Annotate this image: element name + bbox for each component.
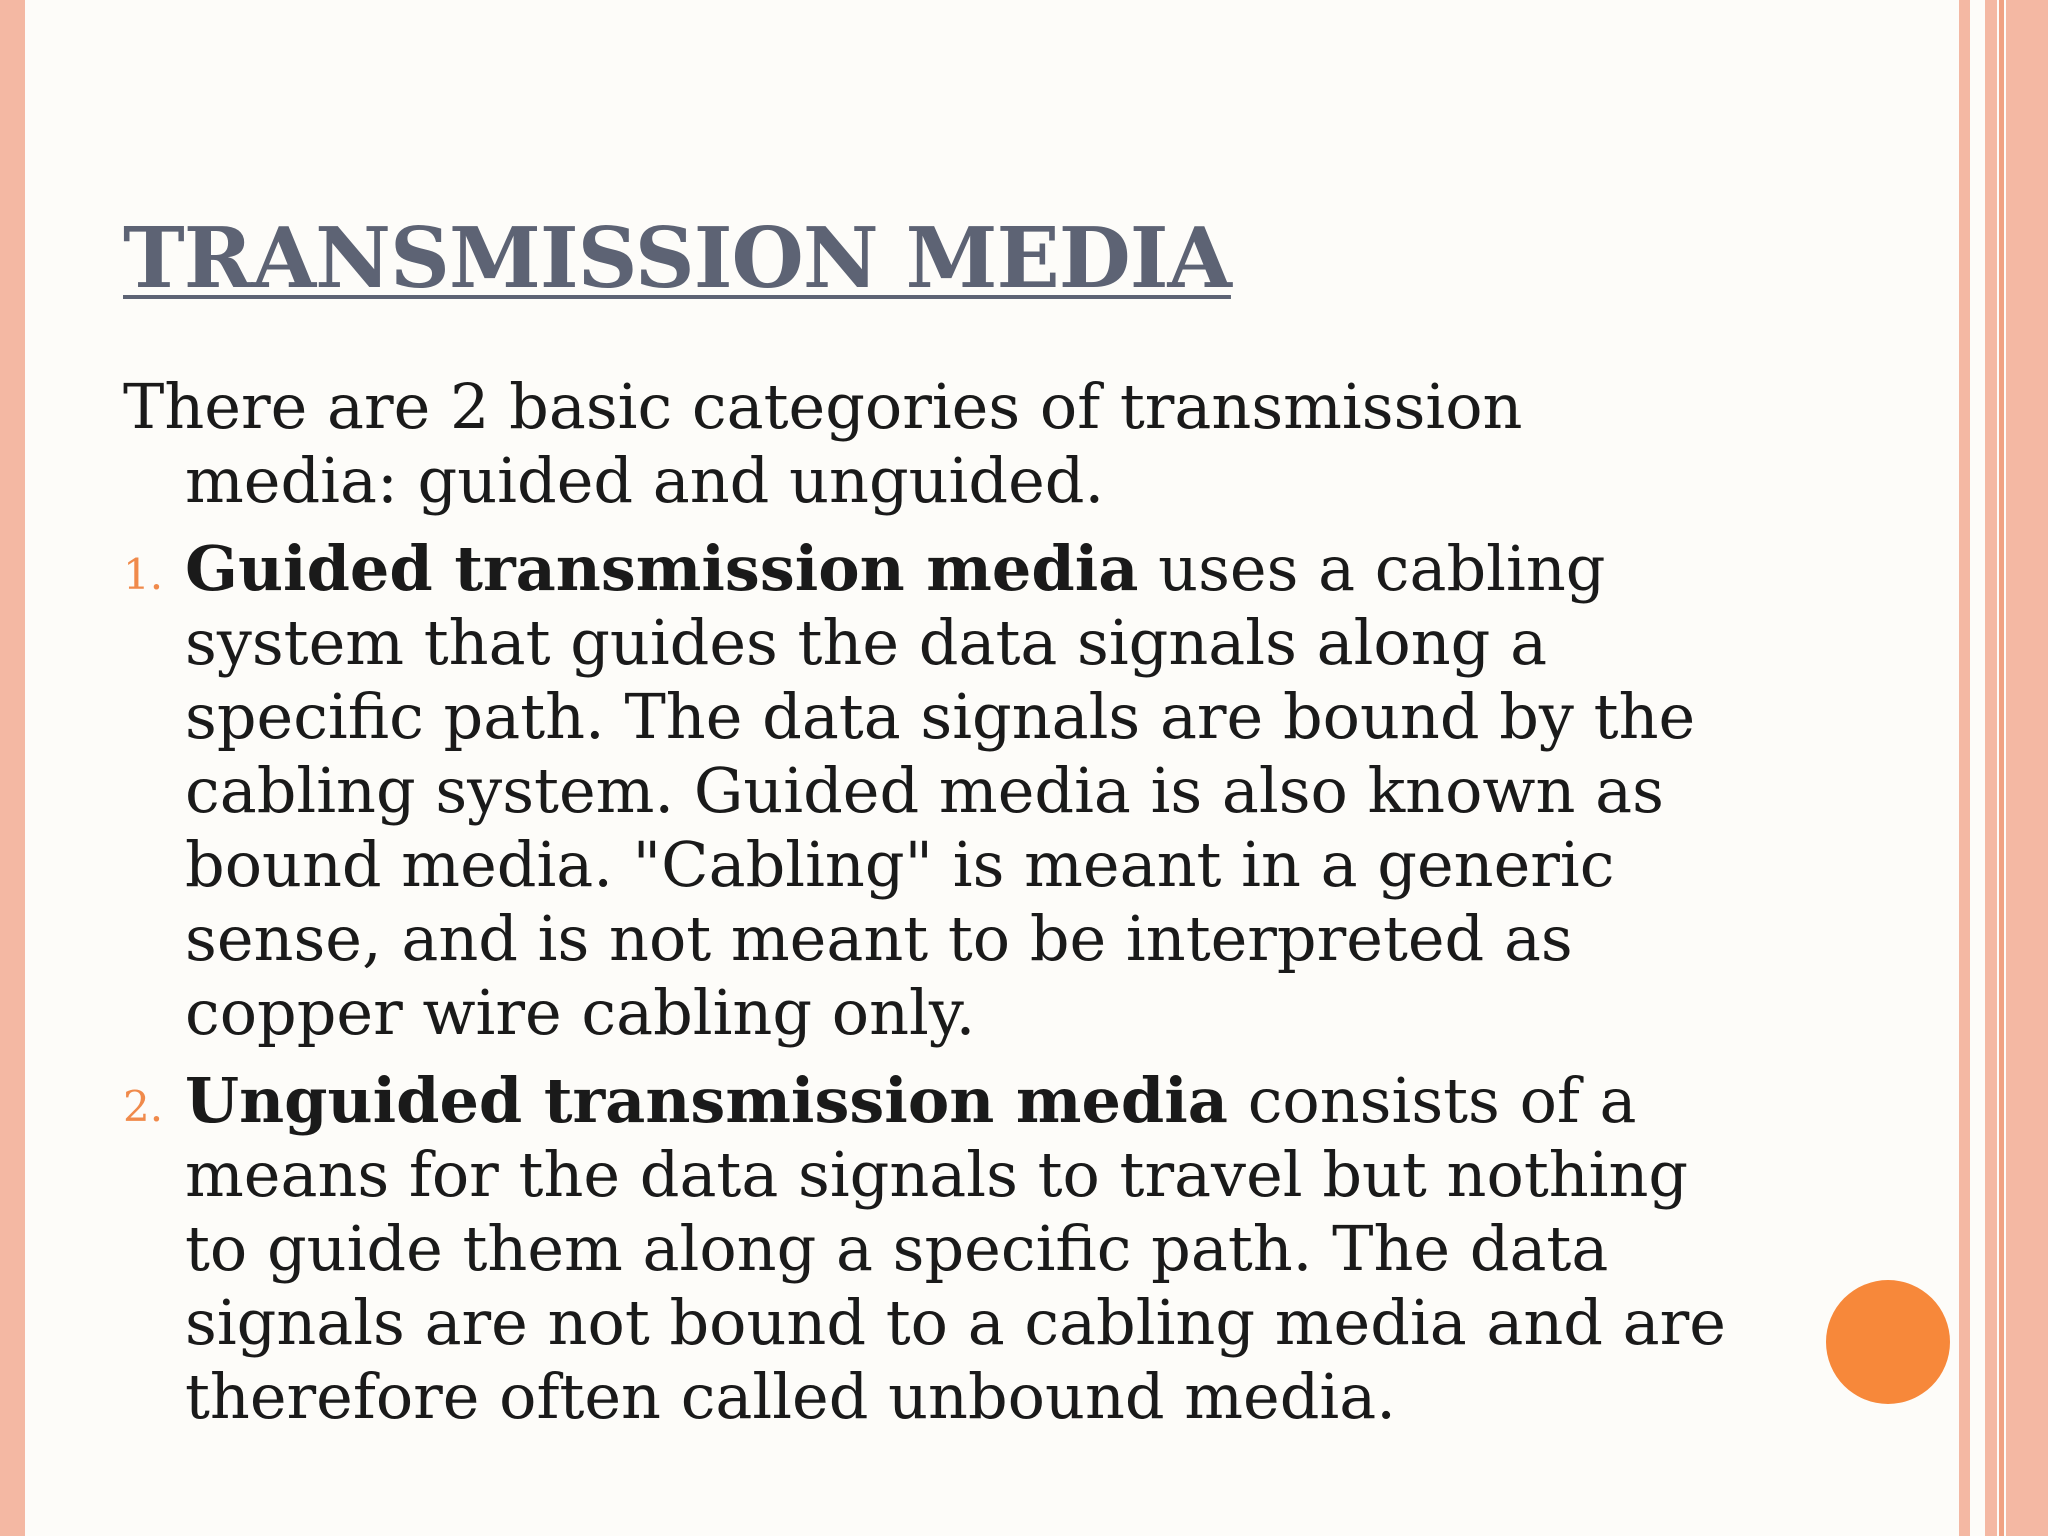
accent-circle: [1826, 1280, 1950, 1404]
slide-title: TRANSMISSION MEDIA: [123, 209, 1231, 307]
list-item: [123, 1064, 1743, 1434]
list-number: 1.: [123, 550, 164, 599]
intro-paragraph: There are 2 basic categories of transmission media: guided and unguided.: [123, 370, 1523, 517]
left-border-stripe: [0, 0, 25, 1536]
list-item-text: consists of a means for the data signals to travel but nothing to guide them along a specific path. The data signals are not bound to a cabling media and are therefore often called unbound media.: [185, 1064, 1726, 1433]
list-item-term: Guided transmission media: [185, 532, 1139, 605]
list-item-text: uses a cabling system that guides the data signals along a specific path. The data signals are bound by the cabling system. Guided media is also known as bound media. "Cabling" is meant in a generic sense, and is not meant to be interpreted as copper wire cabling only.: [185, 532, 1696, 1049]
right-border-stripe: [2006, 0, 2048, 1536]
right-border-stripe: [1959, 0, 1970, 1536]
right-border-stripe: [1999, 0, 2004, 1536]
list-number: 2.: [123, 1082, 164, 1131]
list-item-term: Unguided transmission media: [185, 1064, 1228, 1137]
right-border-stripe: [1985, 0, 1997, 1536]
list-item: [123, 532, 1743, 1050]
slide-body: [123, 370, 1743, 1434]
